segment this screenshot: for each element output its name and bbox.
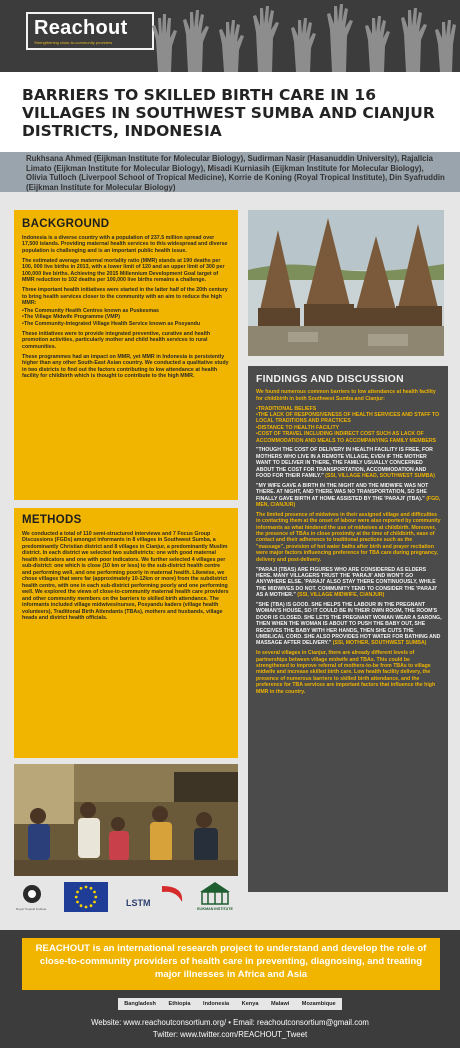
- countries-strip: [118, 998, 342, 1010]
- country-label: Mozambique: [301, 1001, 336, 1007]
- list-item: • TRADITIONAL BELIEFS: [256, 406, 442, 412]
- country-label: Bangladesh: [124, 1001, 156, 1007]
- contact-twitter: Twitter: www.twitter.com/REACHOUT_Tweet: [152, 1030, 308, 1039]
- community-group-photo: [14, 764, 238, 876]
- findings-quote: [256, 602, 442, 647]
- list-item: • The Community-Integrated Village Health Service known as Posyandu: [22, 321, 230, 328]
- logo-tagline: Strengthening close-to-community providers: [34, 40, 113, 45]
- lstm-logo-icon: [118, 880, 186, 914]
- country-label: Kenya: [241, 1001, 259, 1007]
- barriers-list: [256, 406, 442, 444]
- findings-panel: [248, 366, 448, 892]
- contact-website: Website: www.reachoutconsortium.org/ • Email: reachoutconsortium@gmail.com: [91, 1018, 369, 1027]
- findings-quote: [256, 567, 442, 599]
- list-item: • THE LACK OF RESPONSIVENESS OF HEALTH SERVICES AND STAFF TO LOCAL TRADITIONS AND PRACTICES: [256, 412, 442, 425]
- list-item: • DISTANCE TO HEALTH FACILITY: [256, 425, 442, 431]
- findings-quote: [256, 447, 442, 479]
- methods-heading: METHODS: [22, 514, 82, 526]
- list-item: • COST OF TRAVEL INCLUDING INDIRECT COST SUCH AS LACK OF ACCOMMODATION AND MEALS TO ACCOMPANYING FAMILY MEMBERS: [256, 431, 442, 444]
- poster-authors: Rukhsana Ahmed (Eijkman Institute for Molecular Biology), Sudirman Nasir (Hasanuddin University), Rajallcia Limato (Eijkman Institute for Molecular Biology), Misadi Kurniasih (Eijkman Institute for Molecular Biology), Olivia Tulloch (Liverpool School of Tropical Medicine), Korrie de Koning (Royal Tropical Institute), Din Syafruddin (Eijkman Institute for Molecular Biology): [26, 154, 445, 192]
- background-panel: [14, 210, 238, 500]
- kit-logo-text: Royal Tropical Institute: [16, 907, 47, 911]
- partner-logos: [14, 878, 238, 918]
- logo-text: Reachout: [34, 17, 128, 39]
- background-paragraph: These programmes had an impact on MMR, yet MMR in Indonesia is persistently higher than any other South-East Asian country. We conducted a qualitative study in two districts to find out the factors contributing to low attendance at health facility for childbirth which is thought to contribute to the high MMR.: [22, 353, 229, 380]
- country-label: Indonesia: [203, 1001, 230, 1007]
- findings-quote: [256, 483, 442, 509]
- quote-text: "SHE (TBA) IS GOOD. SHE HELPS THE LABOUR IN THE PREGNANT WOMAN'S HOUSE, SO IT COULD BE IN THEIR OWN ROOM, THE ROOM'S DOOR IS CLOSED. SHE LETS THE PREGNANT WOMAN WEAR A SARONG, THEN WHEN THE WOMAN IS ABOUT TO PUSH THE BABY OUT, SHE RECEIVES THE BABY WITH HER HANDS, THEN SHE CUTS THE UMBILICAL CORD. SHE ALSO PROVIDES HOT WATER FOR BATHING AND MASSAGE AFTER DELIVERY.": [256, 601, 442, 647]
- findings-paragraph: In several villages in Cianjur, there are already different levels of partnerships between village midwife and TBAs. This could be strengthened to improve referral of mothers-to-be from TBAs to village midwife and increase skilled birth care. Low health facility delivery, the presence of numerous barriers to skilled birth attendance, and the preference for TBA services are important factors that influence the high MMR in the country.: [256, 650, 436, 695]
- quote-source: (FGD, MEN, CIANJUR): [256, 495, 441, 509]
- background-paragraph: Indonesia is a diverse country with a population of 237.5 million spread over 17,500 islands. Providing maternal health services to this widespread and diverse population is challenging and is an important public health issue.: [22, 234, 228, 254]
- country-label: Malawi: [270, 1001, 290, 1007]
- footer-description: REACHOUT is an international research project to understand and develop the role of close-to-community providers of health care in preventing, diagnosing, and treating major illnesses in Africa and Asia: [35, 943, 427, 980]
- country-label: Ethiopia: [168, 1001, 191, 1007]
- initiatives-list: [22, 308, 230, 328]
- methods-panel: [14, 508, 238, 758]
- eijkman-logo-text: EIJKMAN INSTITUTE: [197, 907, 233, 911]
- findings-intro: We found numerous common barriers to low attendance at health facility for childbirth in both Southwest Sumba and Cianjur:: [256, 389, 436, 402]
- poster-title: BARRIERS TO SKILLED BIRTH CARE IN 16 VILLAGES IN SOUTHWEST SUMBA AND CIANJUR DISTRICTS, INDONESIA: [22, 86, 435, 140]
- quote-text: "PARAJI (TBAS) ARE FIGURES WHO ARE CONSIDERED AS ELDERS HERE. MANY VILLAGERS TRUST THE 'PARAJI' AND WON'T GO ANYWHERE ELSE. 'PARAJI' ALSO STAY THERE CONTINUOUSLY, WHILE THE MIDWIVES DO NOT. COMMUNITY TEND TO CONSIDER THE 'PARAJI' AS A MOTHER.": [256, 566, 438, 599]
- quote-source: (SSI, VILLAGE HEAD, SOUTHWEST SUMBA): [325, 473, 435, 480]
- findings-heading: FINDINGS AND DISCUSSION: [256, 374, 404, 385]
- background-paragraph: These initiatives were to provide integrated preventive, curative and health promotion activities, particularly mother and child health services to rural communities.: [22, 330, 211, 350]
- background-paragraph: The estimated average maternal mortality ratio (MMR) stands at 190 deaths per 100, 000 live births in 2013, with a lower limit of 120 and an upper limit of 300 per 100,000 live births. Achieving the 2015 Millennium Development Goal target of MMR reduction to 102 deaths per 100,000 live births remains a challenge.: [22, 257, 225, 284]
- lstm-logo-text: LSTM: [126, 898, 151, 908]
- traditional-houses-photo: [248, 210, 444, 356]
- methods-paragraph: We conducted a total of 110 semi-structured interviews and 7 Focus Group Discussions (FGDs) amongst informants in 8 villages in Southwest Sumba, a predominantly Christian district and 8 villages in Cianjur, a predominantly Muslim district. In each district we selected two subdistricts: one with good maternal health indicators and one with poor indicators. We further selected 4 villages per sub-district: one which is close (10 km or less) to the sub-district health centre and performing well, and one performing poorly in maternal health. Likewise, we chose villages that were far (approximately 10-12km or more) from the subdistrict health centre, with one in each sub-district performing poorly and one performing well. We explored the views of close-to-community maternal health care providers and other community members on the barriers to skilled birth attendance. The informants included village midwives/nurses, Posyandu kaders (village health volunteers), Traditional Birth Attendants (TBAs), mothers and husbands, village heads and district health officials.: [22, 530, 229, 622]
- quote-text: "MY WIFE GAVE A BIRTH IN THE NIGHT AND THE MIDWIFE WAS NOT THERE. AT NIGHT, AND THERE WAS NO TRANSPORTATION, SO SHE FINALLY GAVE BIRTH AT HOME ASSISTED BY THE 'PARAJI' (TBA).": [256, 482, 429, 502]
- header-bar: [0, 0, 460, 72]
- quote-text: "THOUGH THE COST OF DELIVERY IN HEALTH FACILITY IS FREE, FOR MOTHERS WHO LIVE IN A REMOTE VILLAGE, EVEN IF THE MOTHER WANT TO DELIVER IN THERE, THE FAMILY USUALLY CONCERNED ABOUT THE COST FOR TRANSPORTATION, ACCOMMODATION AND FOOD FOR THEIR FAMILY.": [256, 447, 433, 480]
- background-heading: BACKGROUND: [22, 218, 110, 230]
- raised-hands-icon: [150, 4, 456, 72]
- reachout-logo: [26, 12, 154, 50]
- eu-flag-icon: [64, 882, 108, 912]
- background-paragraph: Three important health initiatives were started in the latter half of the 20th century to bring health services closer to the community with an aim to reduce the high MMR:: [22, 287, 228, 307]
- findings-paragraph: The limited presence of midwives in their assigned village and difficulties in contacting them at the onset of labour were also reported by community informants as what hindered the use of midwives at childbirth. Moreover, the presence of TBAs in close proximity at the time of childbirth, ease of contact and their adherence to traditional practices such as the "massage", provision of hot water baths after birth and prayer recitation were major factors influencing preference for TBA care during pregnancy, delivery and post-delivery.: [256, 511, 441, 563]
- quote-source: (SSI, VILLAGE MIDWIFE, CIANJUR): [297, 592, 385, 599]
- quote-source: (SSI, MOTHER, SOUTHWEST SUMBA): [332, 640, 427, 647]
- list-item: • The Village Midwife Programme (VMP): [22, 314, 230, 321]
- list-item: • The Community Health Centres known as Puskesmas: [22, 308, 230, 315]
